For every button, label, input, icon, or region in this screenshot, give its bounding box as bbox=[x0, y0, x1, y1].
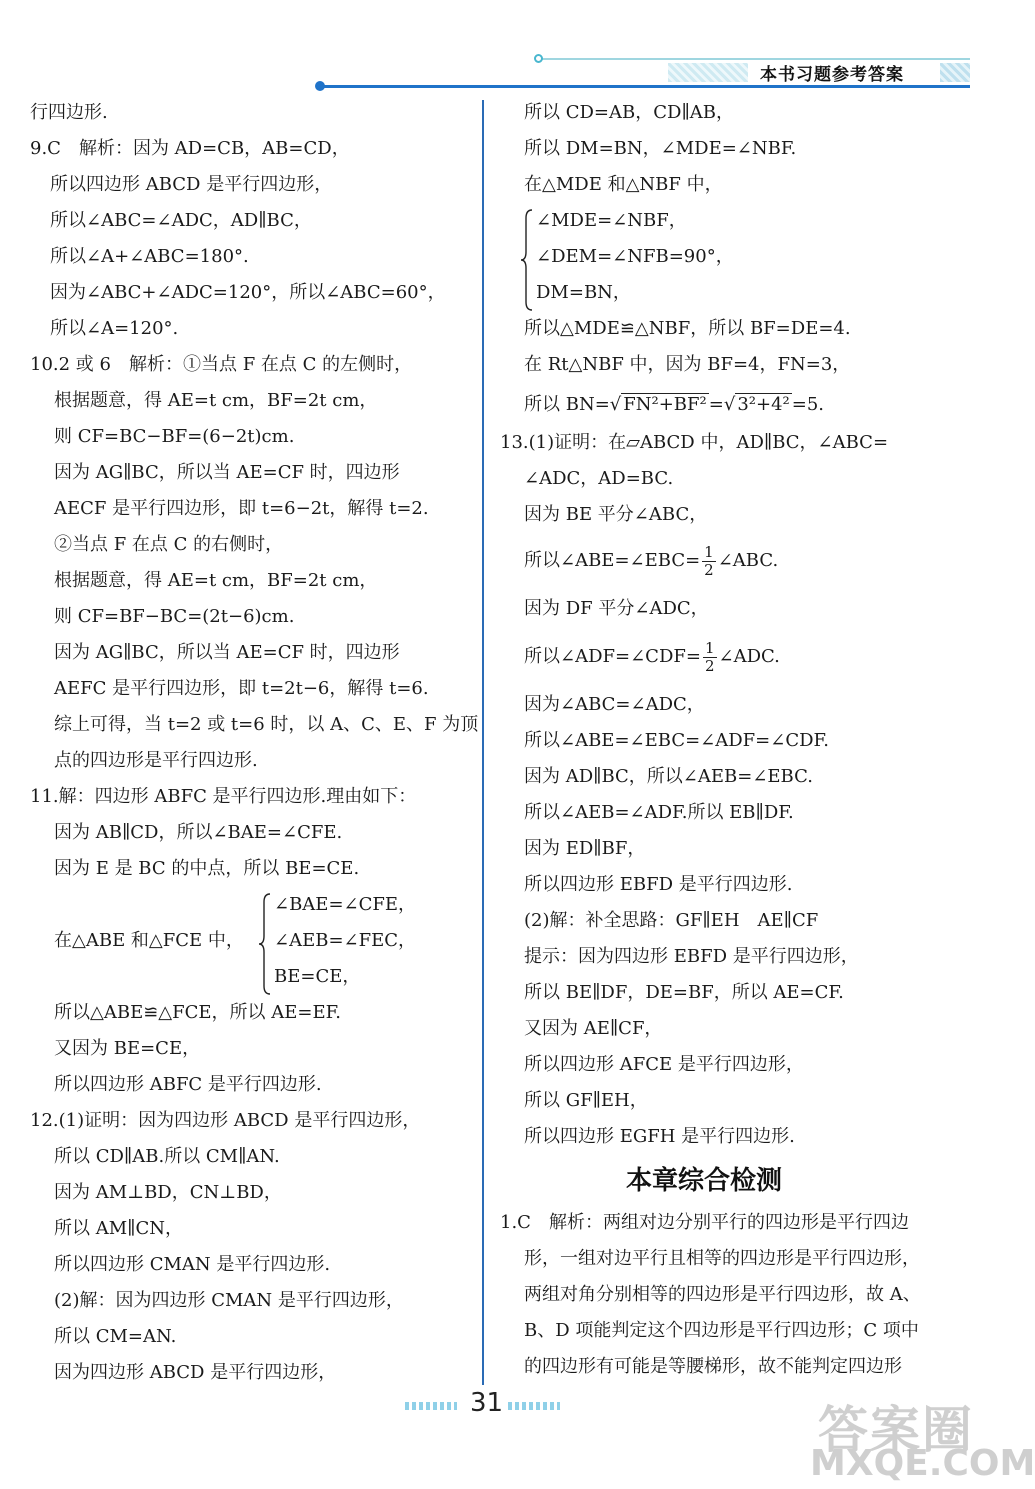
left-line: 所以∠A=120°. bbox=[50, 318, 179, 339]
left-line: 所以四边形 ABCD 是平行四边形， bbox=[50, 174, 333, 195]
bn-formula: 所以 BN=√ FN²+BF² =√ 3²+4² =5. bbox=[524, 394, 825, 415]
right-line: 所以△MDE≌△NBF，所以 BF=DE=4. bbox=[524, 318, 851, 339]
abe-formula bbox=[500, 538, 778, 584]
header-dot-top bbox=[534, 54, 543, 63]
left-line: 10.2 或 6 解析：①当点 F 在点 C 的左侧时， bbox=[30, 354, 413, 375]
adf-suffix: ∠ADC. bbox=[718, 646, 780, 667]
right-line: 因为 AD∥BC，所以∠AEB=∠EBC. bbox=[524, 766, 813, 787]
bn-suffix: =5. bbox=[791, 394, 825, 415]
left-line: 所以△ABE≌△FCE，所以 AE=EF. bbox=[54, 1002, 342, 1023]
adf-prefix: 所以∠ADF=∠CDF= bbox=[524, 646, 701, 667]
left-line: 9.C 解析：因为 AD=CB，AB=CD， bbox=[30, 138, 350, 159]
left-line: 所以∠A+∠ABC=180°. bbox=[50, 246, 249, 267]
right-line: 形，一组对边平行且相等的四边形是平行四边形， bbox=[524, 1248, 920, 1269]
left-line: 因为四边形 ABCD 是平行四边形， bbox=[54, 1362, 337, 1383]
left-line: 所以 CD∥AB.所以 CM∥AN. bbox=[54, 1146, 280, 1167]
system-prefix: 在△ABE 和△FCE 中， bbox=[54, 930, 244, 951]
watermark-url: MXQE.COM bbox=[810, 1443, 1035, 1484]
left-line: 根据题意，得 AE=t cm，BF=2t cm， bbox=[54, 390, 378, 411]
left-line: 点的四边形是平行四边形. bbox=[54, 750, 258, 771]
bn-prefix: 所以 BN= bbox=[524, 394, 610, 415]
left-line: AEFC 是平行四边形，即 t=2t−6，解得 t=6. bbox=[54, 678, 429, 699]
left-line: 因为 AB∥CD，所以∠BAE=∠CFE. bbox=[54, 822, 343, 843]
abe-suffix: ∠ABC. bbox=[717, 550, 779, 571]
right-brace-icon bbox=[520, 208, 534, 312]
adf-fraction bbox=[703, 640, 717, 675]
abe-den: 2 bbox=[704, 560, 714, 579]
left-line: 所以四边形 ABFC 是平行四边形. bbox=[54, 1074, 322, 1095]
left-line: 因为 E 是 BC 的中点，所以 BE=CE. bbox=[54, 858, 360, 879]
right-line: 13.(1)证明：在▱ABCD 中，AD∥BC，∠ABC= bbox=[500, 432, 889, 453]
left-line: ②当点 F 在点 C 的右侧时， bbox=[54, 534, 284, 555]
left-line: 则 CF=BC−BF=(6−2t)cm. bbox=[54, 426, 295, 447]
bn-sqrt-1: FN²+BF² bbox=[623, 394, 707, 415]
abe-prefix: 所以∠ABE=∠EBC= bbox=[524, 550, 701, 571]
watermark-logo: 答案圈 bbox=[818, 1401, 974, 1459]
adf-formula bbox=[500, 634, 780, 680]
adf-den: 2 bbox=[704, 656, 715, 675]
abe-fraction bbox=[702, 544, 716, 579]
section-title: 本章综合检测 bbox=[626, 1166, 783, 1196]
system-line-3: BE=CE， bbox=[274, 966, 361, 987]
header-title: 本书习题参考答案 bbox=[760, 65, 904, 85]
right-line: 在△MDE 和△NBF 中， bbox=[524, 174, 723, 195]
right-line: 所以 CD=AB，CD∥AB， bbox=[524, 102, 734, 123]
left-line: 综上可得，当 t=2 或 t=6 时，以 A、C、E、F 为顶 bbox=[54, 714, 479, 735]
right-line: 1.C 解析：两组对边分别平行的四边形是平行四边 bbox=[500, 1212, 909, 1233]
abe-num: 1 bbox=[704, 542, 714, 561]
bn-sqrt-2: 3²+4² bbox=[737, 394, 790, 415]
right-line: 两组对角分别相等的四边形是平行四边形，故 A、 bbox=[524, 1284, 921, 1305]
right-line: 所以 DM=BN，∠MDE=∠NBF. bbox=[524, 138, 797, 159]
right-line: 因为 DF 平分∠ADC， bbox=[524, 598, 709, 619]
left-line: 所以 AM∥CN， bbox=[54, 1218, 183, 1239]
right-line: 因为∠ABC=∠ADC， bbox=[524, 694, 705, 715]
left-line: 则 CF=BF−BC=(2t−6)cm. bbox=[54, 606, 295, 627]
column-divider bbox=[482, 100, 484, 1385]
system-line-2: ∠AEB=∠FEC， bbox=[274, 930, 417, 951]
page-header bbox=[0, 0, 1000, 100]
header-pattern-right bbox=[940, 63, 970, 82]
right-line: 所以四边形 EBFD 是平行四边形. bbox=[524, 874, 793, 895]
left-line: 所以 CM=AN. bbox=[54, 1326, 177, 1347]
right-line: 因为 BE 平分∠ABC， bbox=[524, 504, 708, 525]
right-line: 又因为 AE∥CF， bbox=[524, 1018, 663, 1039]
header-rule-top bbox=[540, 58, 970, 60]
left-line: 因为 AM⊥BD，CN⊥BD， bbox=[54, 1182, 282, 1203]
footer-decoration-left bbox=[405, 1402, 457, 1410]
left-line: 行四边形. bbox=[30, 102, 108, 123]
left-line: 因为 AG∥BC，所以当 AE=CF 时，四边形 bbox=[54, 462, 400, 483]
bn-mid: = bbox=[708, 394, 724, 415]
header-pattern bbox=[668, 63, 748, 82]
right-line: (2)解：补全思路：GF∥EH AE∥CF bbox=[524, 910, 819, 931]
page-number: 31 bbox=[470, 1388, 504, 1418]
left-brace-icon bbox=[258, 892, 272, 996]
right-line: 所以∠ABE=∠EBC=∠ADF=∠CDF. bbox=[524, 730, 829, 751]
right-line: ∠ADC，AD=BC. bbox=[524, 468, 674, 489]
right-line: 所以 GF∥EH， bbox=[524, 1090, 648, 1111]
right-line: 的四边形有可能是等腰梯形，故不能判定四边形 bbox=[524, 1356, 902, 1377]
rsystem-line-3: DM=BN， bbox=[536, 282, 631, 303]
right-line: B、D 项能判定这个四边形是平行四边形；C 项中 bbox=[524, 1320, 919, 1341]
left-line: 又因为 BE=CE， bbox=[54, 1038, 201, 1059]
left-line: 所以∠ABC=∠ADC，AD∥BC， bbox=[50, 210, 312, 231]
rsystem-line-2: ∠DEM=∠NFB=90°， bbox=[536, 246, 734, 267]
adf-num: 1 bbox=[704, 638, 715, 657]
header-rule-bottom bbox=[320, 85, 970, 88]
right-line: 所以四边形 EGFH 是平行四边形. bbox=[524, 1126, 795, 1147]
right-line: 所以∠AEB=∠ADF.所以 EB∥DF. bbox=[524, 802, 794, 823]
right-line: 在 Rt△NBF 中，因为 BF=4，FN=3， bbox=[524, 354, 851, 375]
left-line: AECF 是平行四边形，即 t=6−2t，解得 t=2. bbox=[54, 498, 429, 519]
left-line: 11.解：四边形 ABFC 是平行四边形.理由如下： bbox=[30, 786, 417, 807]
right-line: 因为 ED∥BF， bbox=[524, 838, 646, 859]
rsystem-line-1: ∠MDE=∠NBF， bbox=[536, 210, 687, 231]
right-line: 所以四边形 AFCE 是平行四边形， bbox=[524, 1054, 804, 1075]
header-dot-bottom bbox=[315, 81, 325, 91]
left-line: 12.(1)证明：因为四边形 ABCD 是平行四边形， bbox=[30, 1110, 421, 1131]
left-line: 所以四边形 CMAN 是平行四边形. bbox=[54, 1254, 331, 1275]
left-equation-system bbox=[30, 890, 470, 998]
left-line: 根据题意，得 AE=t cm，BF=2t cm， bbox=[54, 570, 378, 591]
left-line: 因为 AG∥BC，所以当 AE=CF 时，四边形 bbox=[54, 642, 400, 663]
right-line: 提示：因为四边形 EBFD 是平行四边形， bbox=[524, 946, 859, 967]
footer-decoration-right bbox=[508, 1402, 560, 1410]
right-equation-system bbox=[500, 206, 970, 314]
left-line: 因为∠ABC+∠ADC=120°，所以∠ABC=60°， bbox=[50, 282, 446, 303]
right-line: 所以 BE∥DF，DE=BF，所以 AE=CF. bbox=[524, 982, 844, 1003]
system-line-1: ∠BAE=∠CFE， bbox=[274, 894, 417, 915]
left-line: (2)解：因为四边形 CMAN 是平行四边形， bbox=[54, 1290, 404, 1311]
